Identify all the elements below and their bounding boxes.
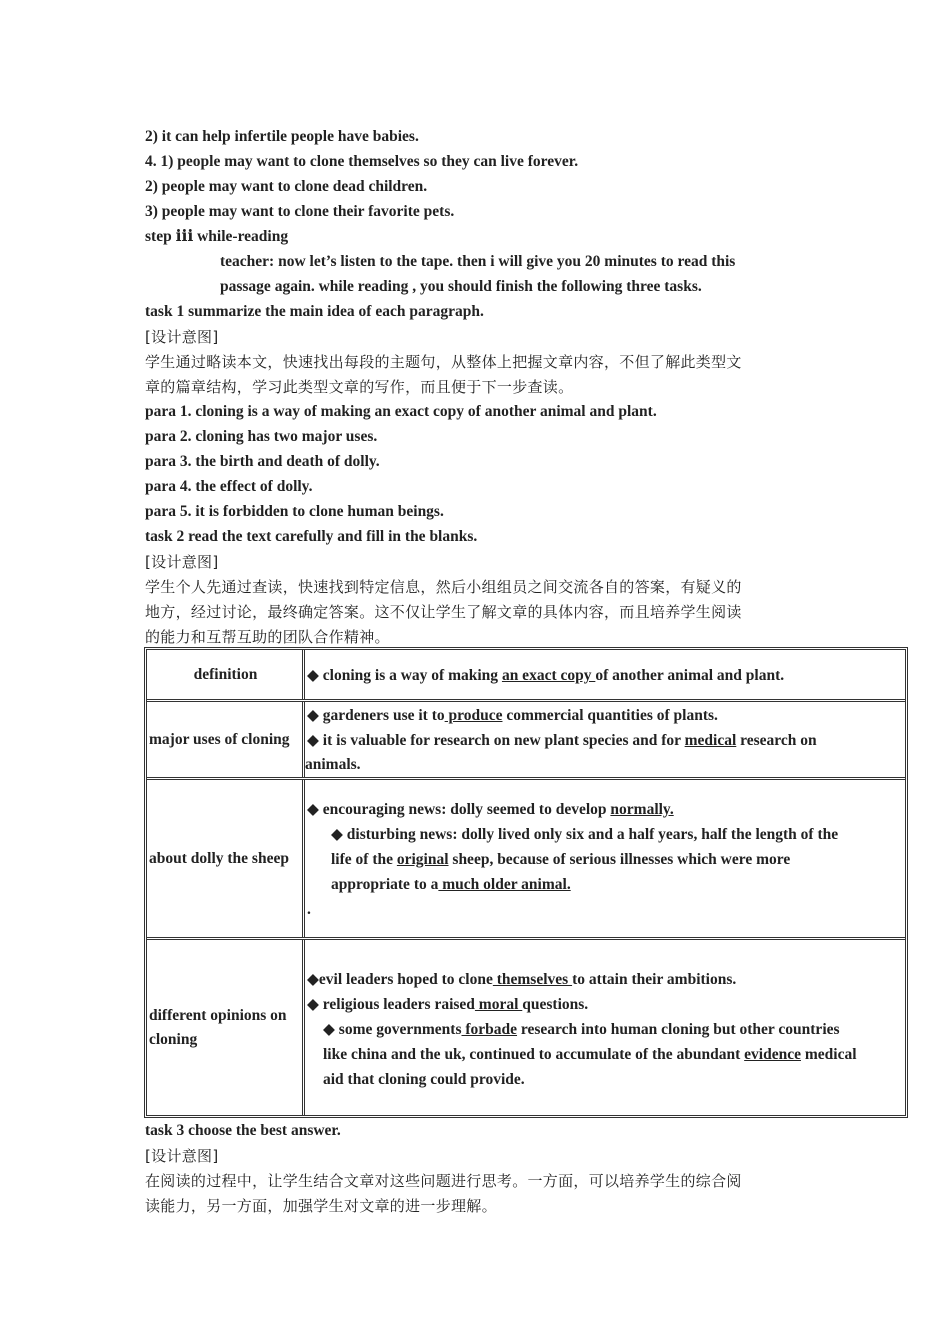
blank-answer: produce [444, 707, 503, 724]
para-summary: para 4. the effect of dolly. [145, 478, 313, 495]
blank-answer: much older animal. [438, 876, 571, 893]
content-line: life of the original sheep, because of serious illnesses which were more [331, 851, 791, 868]
para-summary: para 5. it is forbidden to clone human beings. [145, 503, 444, 520]
content-line: ◆ it is valuable for research on new plant species and for medical research on [307, 732, 817, 749]
blank-answer: medical [684, 732, 737, 749]
content-line: ◆ cloning is a way of making an exact copy of another animal and plant. [307, 667, 785, 684]
para-summary: para 2. cloning has two major uses. [145, 428, 378, 445]
table-row [147, 777, 905, 937]
design-intent-text: 在阅读的过程中，让学生结合文章对这些问题进行思考。一方面，可以培养学生的综合阅 [145, 1172, 742, 1190]
content-line: appropriate to a much older animal. [331, 876, 571, 893]
fill-in-table [144, 647, 908, 1118]
teacher-line: passage again. while reading , you should finish the following three tasks. [220, 278, 702, 295]
content-line: . [307, 901, 311, 918]
design-intent-label: [设计意图] [145, 328, 219, 346]
content-line: like china and the uk, continued to accumulate of the abundant evidence medical [323, 1046, 857, 1063]
blank-answer: forbade [461, 1021, 518, 1038]
row-content [305, 650, 905, 699]
task-heading: task 2 read the text carefully and fill in the blanks. [145, 528, 478, 545]
row-content [305, 780, 905, 937]
row-label: about dolly the sheep [147, 780, 305, 937]
content-line: ◆ encouraging news: dolly seemed to develop normally. [307, 801, 674, 818]
blank-answer: an exact copy [501, 667, 596, 684]
answer-line: 3) people may want to clone their favorite pets. [145, 203, 455, 220]
table-row [147, 699, 905, 777]
content-line: ◆ some governments forbade research into human cloning but other countries [323, 1021, 840, 1038]
design-intent-text: 的能力和互帮互助的团队合作精神。 [145, 628, 390, 646]
answer-line: 2) it can help infertile people have babies. [145, 128, 419, 145]
blank-answer: evidence [744, 1046, 801, 1063]
content-line: ◆ religious leaders raised moral questions. [307, 996, 589, 1013]
content-line: animals. [305, 756, 361, 773]
blank-answer: normally. [610, 801, 674, 818]
para-summary: para 1. cloning is a way of making an exact copy of another animal and plant. [145, 403, 657, 420]
row-label: major uses of cloning [147, 702, 305, 777]
design-intent-text: 地方，经过讨论，最终确定答案。这不仅让学生了解文章的具体内容，而且培养学生阅读 [145, 603, 742, 621]
table-row [147, 937, 905, 1115]
row-label: definition [147, 650, 305, 699]
blank-answer: moral [474, 996, 523, 1013]
content-line: ◆ gardeners use it to produce commercial quantities of plants. [307, 707, 718, 724]
content-line: ◆ disturbing news: dolly lived only six and a half years, half the length of the [331, 826, 839, 843]
teacher-line: teacher: now let’s listen to the tape. then i will give you 20 minutes to read this [220, 253, 736, 270]
content-line: aid that cloning could provide. [323, 1071, 525, 1088]
content-line: ◆evil leaders hoped to clone themselves to attain their ambitions. [307, 971, 737, 988]
para-summary: para 3. the birth and death of dolly. [145, 453, 380, 470]
blank-answer: themselves [492, 971, 573, 988]
blank-answer: original [396, 851, 449, 868]
answer-line: 4. 1) people may want to clone themselves so they can live forever. [145, 153, 579, 170]
task-heading: task 1 summarize the main idea of each paragraph. [145, 303, 484, 320]
answer-line: 2) people may want to clone dead children. [145, 178, 428, 195]
design-intent-text: 学生通过略读本文，快速找出每段的主题句，从整体上把握文章内容，不但了解此类型文 [145, 353, 742, 371]
task-heading: task 3 choose the best answer. [145, 1122, 341, 1139]
design-intent-label: [设计意图] [145, 1147, 219, 1165]
step-heading: step ⅲ while-reading [145, 228, 289, 245]
design-intent-text: 读能力，另一方面，加强学生对文章的进一步理解。 [145, 1197, 497, 1215]
table-row [147, 650, 905, 699]
row-content [305, 702, 905, 777]
row-content [305, 940, 905, 1115]
design-intent-text: 学生个人先通过查读，快速找到特定信息，然后小组组员之间交流各自的答案，有疑义的 [145, 578, 742, 596]
design-intent-label: [设计意图] [145, 553, 219, 571]
row-label-text: different opinions on cloning [149, 1006, 287, 1048]
design-intent-text: 章的篇章结构，学习此类型文章的写作，而且便于下一步查读。 [145, 378, 574, 396]
row-label [147, 940, 305, 1115]
